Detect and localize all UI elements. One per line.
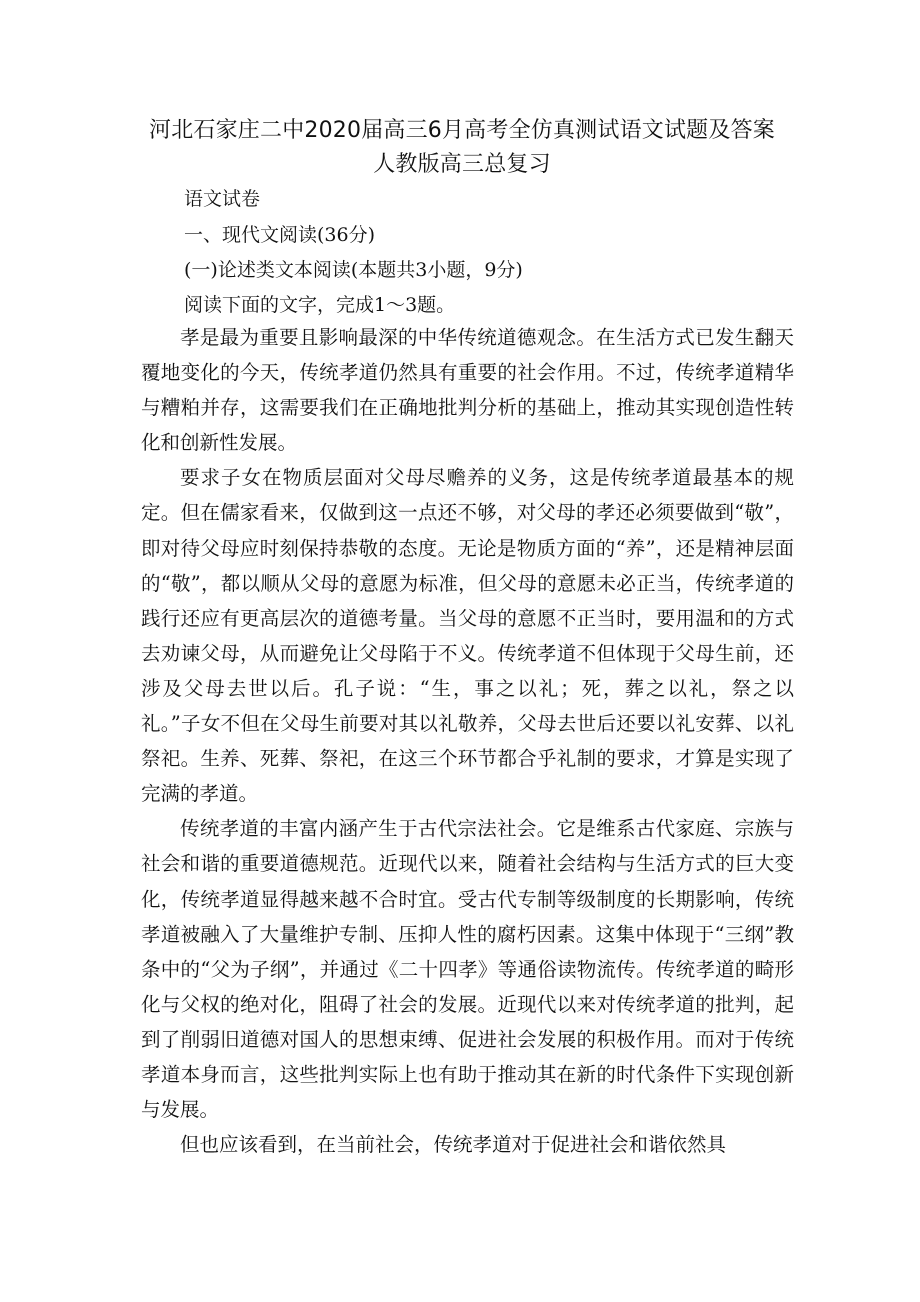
section-heading: 一、现代文阅读(36分) <box>184 224 376 246</box>
article-paragraph-4: 但也应该看到，在当前社会，传统孝道对于促进社会和谐依然具 <box>180 1133 727 1157</box>
article-body <box>141 320 794 1162</box>
document-title: 河北石家庄二中2020届高三6月高考全仿真测试语文试题及答案 人教版高三总复习 <box>149 118 798 177</box>
reading-instruction: 阅读下面的文字，完成1～3题。 <box>184 294 456 316</box>
article-paragraph-3: 传统孝道的丰富内涵产生于古代宗法社会。它是维系古代家庭、宗族与社会和谐的重要道德规范。近现代以来，随着社会结构与生活方式的巨大变化，传统孝道显得越来越不合时宜。受古代专制等级制度的长期影响，传统孝道被融入了大量维护专制、压抑人性的腐朽因素。这集中体现于“三纲”教条中的“父为子纲”，并通过《二十四孝》等通俗读物流传。传统孝道的畸形化与父权的绝对化，阻碍了社会的发展。近现代以来对传统孝道的批判，起到了削弱旧道德对国人的思想束缚、促进社会发展的积极作用。而对于传统孝道本身而言，这些批判实际上也有助于推动其在新的时代条件下实现创新与发展。 <box>141 817 794 1122</box>
article-paragraph-1: 孝是最为重要且影响最深的中华传统道德观念。在生活方式已发生翻天覆地变化的今天，传统孝道仍然具有重要的社会作用。不过，传统孝道精华与糟粕并存，这需要我们在正确地批判分析的基础上，推动其实现创造性转化和创新性发展。 <box>141 326 794 455</box>
subject-label: 语文试卷 <box>184 188 261 210</box>
subsection-heading: (一)论述类文本阅读(本题共3小题，9分) <box>184 259 523 281</box>
article-paragraph-2: 要求子女在物质层面对父母尽赡养的义务，这是传统孝道最基本的规定。但在儒家看来，仅做到这一点还不够，对父母的孝还必须要做到“敬”，即对待父母应时刻保持恭敬的态度。无论是物质方面的“养”，还是精神层面的“敬”，都以顺从父母的意愿为标准，但父母的意愿未必正当，传统孝道的践行还应有更高层次的道德考量。当父母的意愿不正当时，要用温和的方式去劝谏父母，从而避免让父母陷于不义。传统孝道不但体现于父母生前，还涉及父母去世以后。孔子说：“生，事之以礼；死，葬之以礼，祭之以礼。”子女不但在父母生前要对其以礼敬养，父母去世后还要以礼安葬、以礼祭祀。生养、死葬、祭祀，在这三个环节都合乎礼制的要求，才算是实现了完满的孝道。 <box>141 466 794 806</box>
